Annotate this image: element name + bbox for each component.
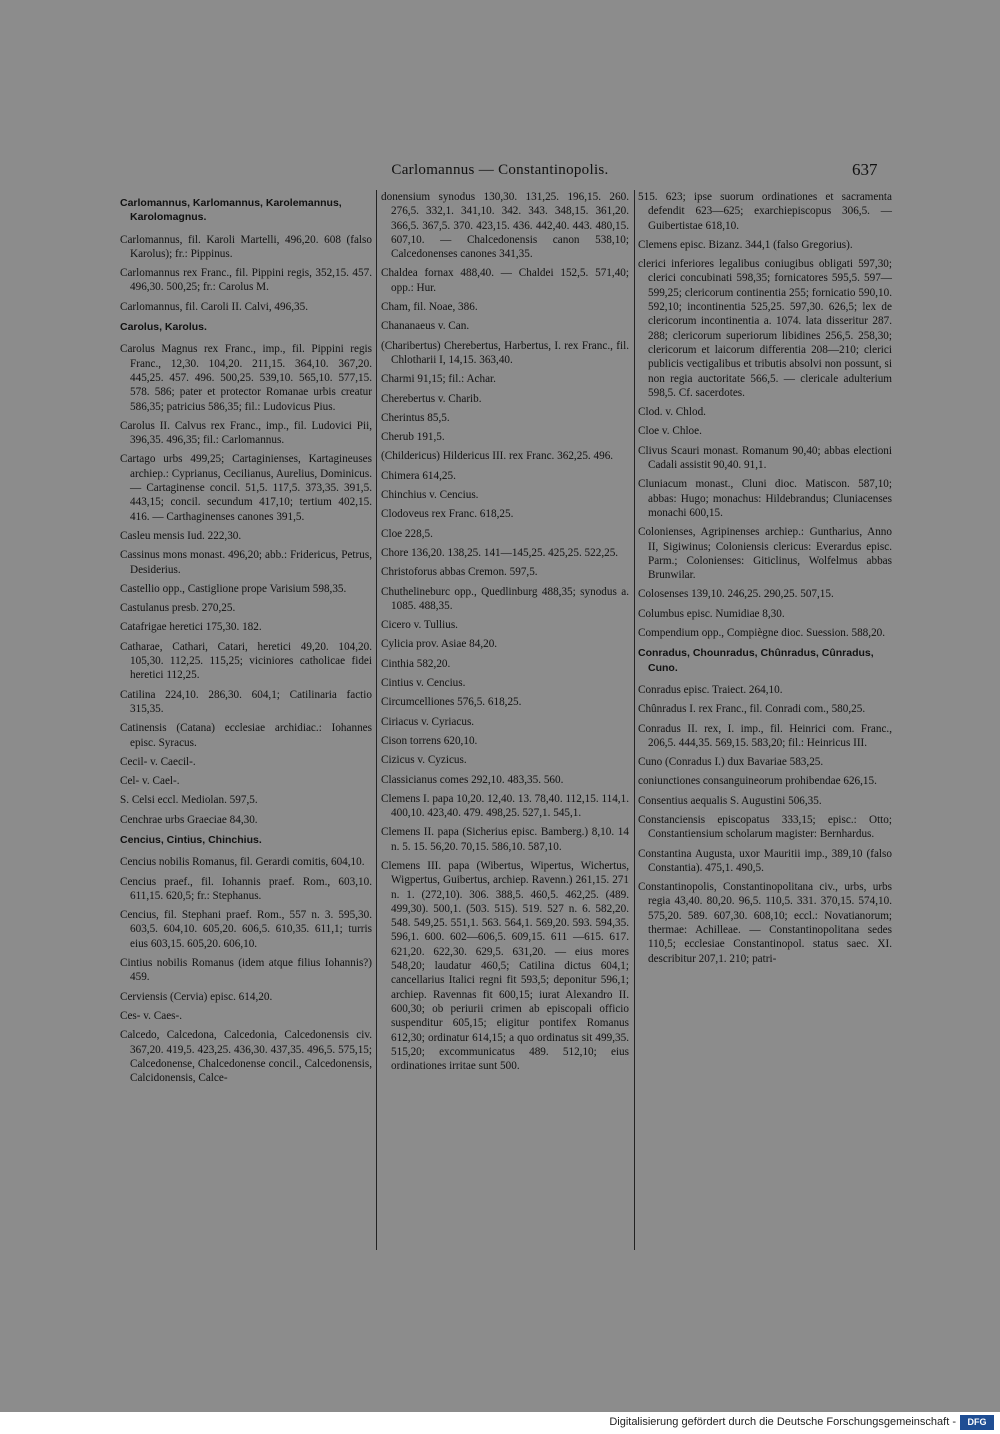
index-entry: Cherub 191,5.: [381, 431, 445, 444]
index-entry: Cintius v. Cencius.: [381, 677, 466, 690]
index-entry: Ciriacus v. Cyriacus.: [381, 715, 475, 728]
index-entry: Cherebertus v. Charib.: [381, 392, 482, 405]
index-entry: Chûnradus I. rex Franc., fil. Conradi com., 580,25.: [638, 703, 866, 716]
index-heading: Conradus, Chounradus, Chûnradus, Cûnradus, Cuno.: [638, 647, 874, 674]
index-entry: Calcedo, Calcedona, Calcedonia, Calcedonensis civ. 367,20. 419,5. 423,25. 436,30. 437,35. 496,5. 575,15; Calcedonense, Chalcedonense concil., Calcedonensis, Calcidonensis, Calce-: [120, 1029, 372, 1085]
index-entry: Catilina 224,10. 286,30. 604,1; Catilinaria factio 315,35.: [120, 688, 372, 715]
index-entry: Clemens II. papa (Sicherius episc. Bamberg.) 8,10. 14 n. 5. 15. 56,20. 70,15. 586,10. 587,10.: [381, 826, 629, 853]
index-entry: clerici inferiores legalibus coniugibus obligati 597,30; clerici concubinati 598,35; fornicatores 595,5. 597—599,25; clericorum continentia 255; fornicatio 590,10. 592,10; incontinentia 525,25. 597,30. 626,5; lex de clericorum incontinentia a. 1074. lata disseritur 287. 288; clericorum superiorum libidines 256,5. 258,30; clericorum et laicorum differentia 208—210; clerici publicis vectigalibus et tributis absolvi non possunt, si non regia auctoritate 566,5. — clericale adulterium 598,5. Cf. sacerdotes.: [638, 258, 892, 399]
index-entry: Chaldea fornax 488,40. — Chaldei 152,5. 571,40; opp.: Hur.: [381, 267, 629, 294]
running-title: Carlomannus — Constantinopolis.: [391, 162, 609, 178]
index-heading: Cencius, Cintius, Chinchius.: [120, 833, 262, 846]
index-entry: Cencius nobilis Romanus, fil. Gerardi comitis, 604,10.: [120, 856, 365, 869]
page-number: 637: [852, 160, 878, 179]
index-entry: Catafrigae heretici 175,30. 182.: [120, 621, 262, 634]
index-entry: Cartago urbs 499,25; Cartaginienses, Kartagineuses archiep.: Cyprianus, Cecilianus, Aurelius, Dominicus. — Cartaginense concil. 51,5. 117,5. 373,35. 391,5. 443,15; concil. secundum 417,10; tertium 402,15. 416. — Carthaginenses canones 391,5.: [120, 453, 372, 523]
index-entry: Castulanus presb. 270,25.: [120, 602, 236, 615]
index-entry: S. Celsi eccl. Mediolan. 597,5.: [120, 794, 258, 807]
index-entry: Classicianus comes 292,10. 483,35. 560.: [381, 773, 564, 786]
index-entry: Carlomannus rex Franc., fil. Pippini regis, 352,15. 457. 496,30. 500,25; fr.: Carolus M.: [120, 267, 372, 294]
index-entry: Cylicia prov. Asiae 84,20.: [381, 638, 498, 651]
index-entry: Clivus Scauri monast. Romanum 90,40; abbas electioni Cadali assistit 90,40. 91,1.: [638, 444, 892, 472]
index-column-3: [638, 190, 892, 971]
index-entry: Cizicus v. Cyzicus.: [381, 754, 467, 767]
index-entry: Cuno (Conradus I.) dux Bavariae 583,25.: [638, 756, 824, 769]
index-heading: Carlomannus, Karlomannus, Karolemannus, Karolomagnus.: [120, 197, 342, 224]
index-heading: Carolus, Karolus.: [120, 321, 207, 334]
index-entry: Chore 136,20. 138,25. 141—145,25. 425,25. 522,25.: [381, 546, 619, 559]
index-entry: Constantina Augusta, uxor Mauritii imp., 389,10 (falso Constantia). 475,1. 490,5.: [638, 847, 892, 874]
index-entry: Carolus Magnus rex Franc., imp., fil. Pippini regis Franc., 12,30. 104,20. 211,15. 364,10. 367,20. 445,25. 457. 496. 500,25. 539,10. 565,10. 577,15. 578. 586; pater et protector Romanae urbis creatur 586,35; patricius 586,35; fil.: Ludovicus Pius.: [120, 343, 372, 413]
index-column-1: [120, 190, 372, 1090]
index-entry: Clod. v. Chlod.: [638, 406, 706, 419]
funding-notice: Digitalisierung gefördert durch die Deutsche Forschungsgemeinschaft -: [609, 1416, 956, 1428]
index-entry: Catinensis (Catana) ecclesiae archidiac.: Iohannes episc. Syracus.: [120, 722, 372, 749]
index-entry: Circumcelliones 576,5. 618,25.: [381, 696, 522, 709]
index-entry: Ces- v. Caes-.: [120, 1009, 183, 1022]
index-entry: Chinchius v. Cencius.: [381, 489, 479, 502]
index-entry: coniunctiones consanguineorum prohibendae 626,15.: [638, 775, 877, 788]
index-column-2: [381, 190, 629, 1078]
index-entry: Colosenses 139,10. 246,25. 290,25. 507,15.: [638, 588, 834, 601]
index-entry: Castellio opp., Castiglione prope Varisium 598,35.: [120, 582, 347, 595]
index-entry: Clodoveus rex Franc. 618,25.: [381, 508, 514, 521]
index-entry: Casleu mensis Iud. 222,30.: [120, 529, 242, 542]
index-entry: Cerviensis (Cervia) episc. 614,20.: [120, 990, 273, 1003]
index-entry: Cicero v. Tullius.: [381, 619, 458, 632]
dfg-logo: DFG: [960, 1415, 994, 1430]
index-entry: Cinthia 582,20.: [381, 657, 451, 670]
index-entry: Constantinopolis, Constantinopolitana civ., urbs, urbs regia 43,40. 80,20. 96,5. 110,5. 331. 370,15. 574,10. 575,20. 589. 607,30. 608,10; eccl.: Novatianorum; thermae: Achilleae. — Constantinopolitana sedes 110,5; ecclesiae Constantinopol. status saec. XI. describitur 207,1. 210; patri-: [638, 881, 892, 965]
index-entry: Carolus II. Calvus rex Franc., imp., fil. Ludovici Pii, 396,35. 496,35; fil.: Carlomannus.: [120, 419, 372, 447]
index-entry: Cluniacum monast., Cluni dioc. Matiscon. 587,10; abbas: Hugo; monachus: Hildebrandus; Cluniacenses monachi 600,15.: [638, 478, 892, 519]
index-entry: donensium synodus 130,30. 131,25. 196,15. 260. 276,5. 332,1. 341,10. 342. 343. 348,15. 361,20. 366,5. 367,5. 370. 423,15. 436. 442,40. 443. 480,15. 607,10. — Chalcedonensis canon 538,10; Calcedonenses canones 341,35.: [381, 191, 629, 261]
index-entry: Cintius nobilis Romanus (idem atque filius Iohannis?) 459.: [120, 957, 372, 984]
index-entry: Christoforus abbas Cremon. 597,5.: [381, 566, 538, 579]
index-entry: Catharae, Cathari, Catari, heretici 49,20. 104,20. 105,30. 112,25. 115,25; viciniores catholicae fidei heretici 112,25.: [120, 640, 372, 682]
index-entry: Cloe v. Chloe.: [638, 425, 702, 438]
index-entry: Cassinus mons monast. 496,20; abb.: Fridericus, Petrus, Desiderius.: [120, 549, 372, 576]
index-entry: Compendium opp., Compiègne dioc. Suession. 588,20.: [638, 627, 886, 640]
index-entry: Cloe 228,5.: [381, 527, 433, 540]
index-entry: Chuthelineburc opp., Quedlinburg 488,35; synodus a. 1085. 488,35.: [381, 585, 629, 612]
index-entry: Conradus II. rex, I. imp., fil. Heinrici com. Franc., 206,5. 444,35. 569,15. 583,20; fil.: Heinricus III.: [638, 722, 892, 749]
index-entry: Cherintus 85,5.: [381, 411, 450, 424]
index-entry: Cison torrens 620,10.: [381, 734, 478, 747]
index-entry: Cencius, fil. Stephani praef. Rom., 557 n. 3. 595,30. 603,5. 604,10. 605,20. 606,5. 610,35. 611,1; turris eius 603,15. 605,20. 606,10.: [120, 909, 372, 950]
index-entry: Clemens episc. Bizanz. 344,1 (falso Gregorius).: [638, 238, 853, 251]
index-entry: (Childericus) Hildericus III. rex Franc. 362,25. 496.: [381, 450, 614, 463]
index-entry: Cecil- v. Caecil-.: [120, 755, 196, 768]
index-entry: Colonienses, Agripinenses archiep.: Guntharius, Anno II, Sigiwinus; Coloniensis clericus: Everardus episc. Parm.; Colonienses: Giticlinus, Wolfelmus abbas Brunwilar.: [638, 526, 892, 582]
index-entry: Carlomannus, fil. Caroli II. Calvi, 496,35.: [120, 300, 308, 313]
index-entry: Chananaeus v. Can.: [381, 320, 470, 333]
index-entry: Charmi 91,15; fil.: Achar.: [381, 373, 496, 386]
index-entry: Cham, fil. Noae, 386.: [381, 301, 478, 314]
footer-bar: [0, 1412, 1000, 1434]
index-entry: 515. 623; ipse suorum ordinationes et sacramenta defendit 623—625; exarchiepiscopus 306,5. — Guibertistae 618,10.: [638, 191, 892, 232]
index-entry: (Charibertus) Cherebertus, Harbertus, I. rex Franc., fil. Chlotharii I, 14,15. 363,40.: [381, 339, 629, 366]
column-divider: [634, 190, 635, 1250]
column-divider: [376, 190, 377, 1250]
index-entry: Consentius aequalis S. Augustini 506,35.: [638, 794, 822, 807]
index-entry: Cel- v. Cael-.: [120, 775, 180, 788]
index-entry: Carlomannus, fil. Karoli Martelli, 496,20. 608 (falso Karolus); fr.: Pippinus.: [120, 233, 372, 260]
index-entry: Clemens I. papa 10,20. 12,40. 13. 78,40. 112,15. 114,1. 400,10. 423,40. 479. 498,25. 527,1. 545,1.: [381, 792, 629, 820]
index-entry: Columbus episc. Numidiae 8,30.: [638, 607, 785, 620]
index-entry: Chimera 614,25.: [381, 469, 456, 482]
index-entry: Clemens III. papa (Wibertus, Wipertus, Wichertus, Wigpertus, Guibertus, archiep. Ravenn.) 261,15. 271 n. 1. (272,10). 306. 388,5. 460,5. 462,25. (489. 499,30). 500,1. (503. 515). 519. 527 n. 6. 582,20. 548. 549,25. 551,1. 563. 564,1. 569,20. 593. 594,35. 596,1. 600. 602—606,5. 609,15. 611 —615. 617. 621,20. 622,30. 629,5. 631,20. — eius mores 548,20; laudatur 460,5; Catilina dictus 604,1; cancellarius Italici regni fit 593,5; deponitur 596,1; archiep. Ravennas fit 600,15; iurat Alexandro II. 600,30; ob periurii crimen ab episcopali officio suspenditur 605,15; eligitur pontifex Romanus 612,30; ordinatur 614,15; a quo ordinatus sit 499,35. 515,20; excommunicatus 489. 512,10; eius ordinationes irritae sunt 500.: [381, 859, 629, 1073]
index-entry: Constanciensis episcopatus 333,15; episc.: Otto; Constantiensium scholarum magister: Bernhardus.: [638, 813, 892, 841]
index-entry: Cenchrae urbs Graeciae 84,30.: [120, 813, 258, 826]
index-entry: Cencius praef., fil. Iohannis praef. Rom., 603,10. 611,15. 620,5; fr.: Stephanus.: [120, 875, 372, 902]
index-entry: Conradus episc. Traiect. 264,10.: [638, 683, 783, 696]
